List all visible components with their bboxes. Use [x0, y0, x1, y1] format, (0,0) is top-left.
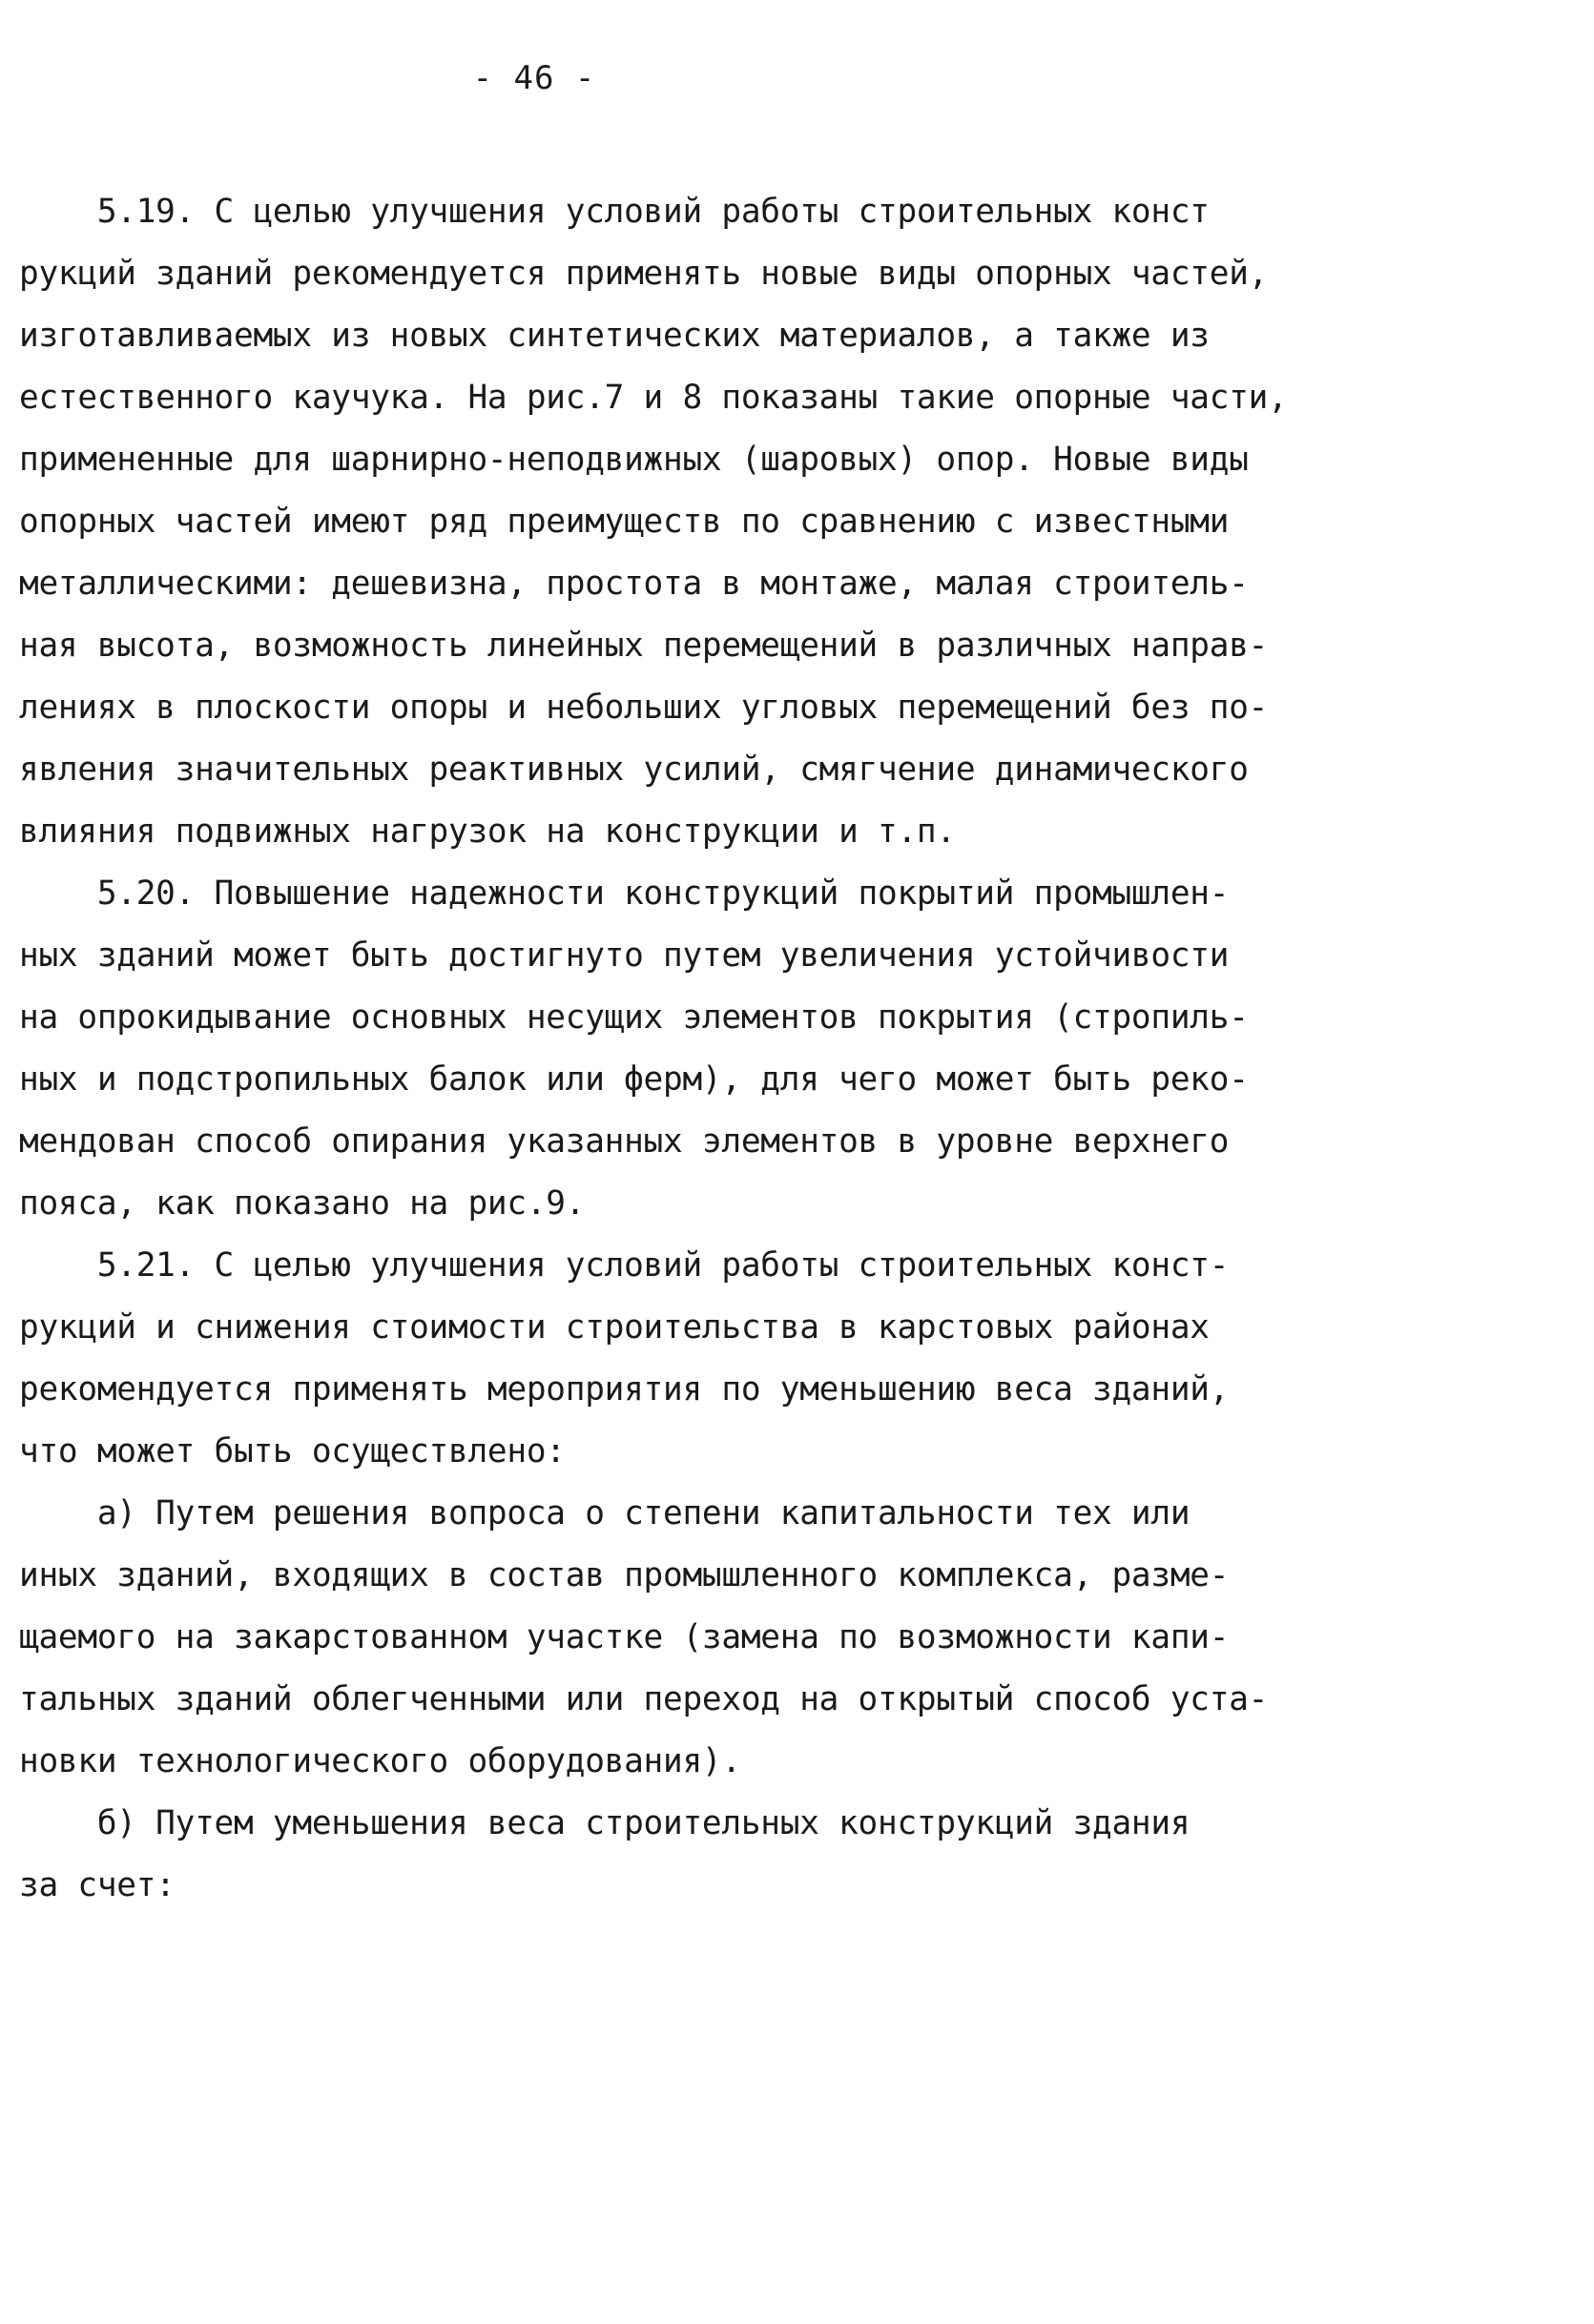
paragraph-line: явления значительных реактивных усилий, смягчение динамического — [19, 751, 1249, 789]
paragraph-line: рекомендуется применять мероприятия по уменьшению веса зданий, — [19, 1370, 1230, 1409]
paragraph-line: рукций и снижения стоимости строительства в карстовых районах — [19, 1308, 1210, 1347]
paragraph-line: рукций зданий рекомендуется применять новые виды опорных частей, — [19, 255, 1269, 293]
paragraph-line: 5.21. С целью улучшения условий работы строительных конст- — [19, 1246, 1230, 1285]
paragraph-line: щаемого на закарстованном участке (замена по возможности капи- — [19, 1618, 1230, 1656]
paragraph-line: примененные для шарнирно-неподвижных (шаровых) опор. Новые виды — [19, 441, 1249, 479]
paragraph-line: 5.20. Повышение надежности конструкций покрытий промышлен- — [19, 874, 1230, 913]
paragraph-line: мендован способ опирания указанных элементов в уровне верхнего — [19, 1122, 1230, 1161]
page-number: - 46 - — [472, 59, 596, 97]
paragraph-line: а) Путем решения вопроса о степени капитальности тех или — [19, 1494, 1190, 1532]
paragraph-line: на опрокидывание основных несущих элементов покрытия (стропиль- — [19, 998, 1249, 1037]
paragraph-line: ная высота, возможность линейных перемещений в различных направ- — [19, 627, 1269, 665]
paragraph-line: металлическими: дешевизна, простота в монтаже, малая строитель- — [19, 565, 1249, 603]
paragraph-line: лениях в плоскости опоры и небольших угловых перемещений без по- — [19, 689, 1269, 727]
paragraph-line: иных зданий, входящих в состав промышленного комплекса, разме- — [19, 1556, 1230, 1594]
paragraph-line: 5.19. С целью улучшения условий работы строительных конст — [19, 193, 1210, 231]
paragraph-line: что может быть осуществлено: — [19, 1432, 566, 1470]
paragraph-line: ных и подстропильных балок или ферм), для чего может быть реко- — [19, 1060, 1249, 1099]
paragraph-line: естественного каучука. На рис.7 и 8 показаны такие опорные части, — [19, 379, 1288, 417]
paragraph-line: опорных частей имеют ряд преимуществ по сравнению с известными — [19, 503, 1230, 541]
paragraph-line: б) Путем уменьшения веса строительных конструкций здания — [19, 1804, 1190, 1842]
paragraph-line: изготавливаемых из новых синтетических материалов, а также из — [19, 317, 1210, 355]
paragraph-line: ных зданий может быть достигнуто путем увеличения устойчивости — [19, 936, 1230, 975]
paragraph-line: влияния подвижных нагрузок на конструкции и т.п. — [19, 812, 956, 851]
paragraph-line: тальных зданий облегченными или переход на открытый способ уста- — [19, 1680, 1269, 1718]
paragraph-line: пояса, как показано на рис.9. — [19, 1184, 586, 1223]
paragraph-line: новки технологического оборудования). — [19, 1742, 741, 1780]
paragraph-line: за счет: — [19, 1866, 176, 1904]
